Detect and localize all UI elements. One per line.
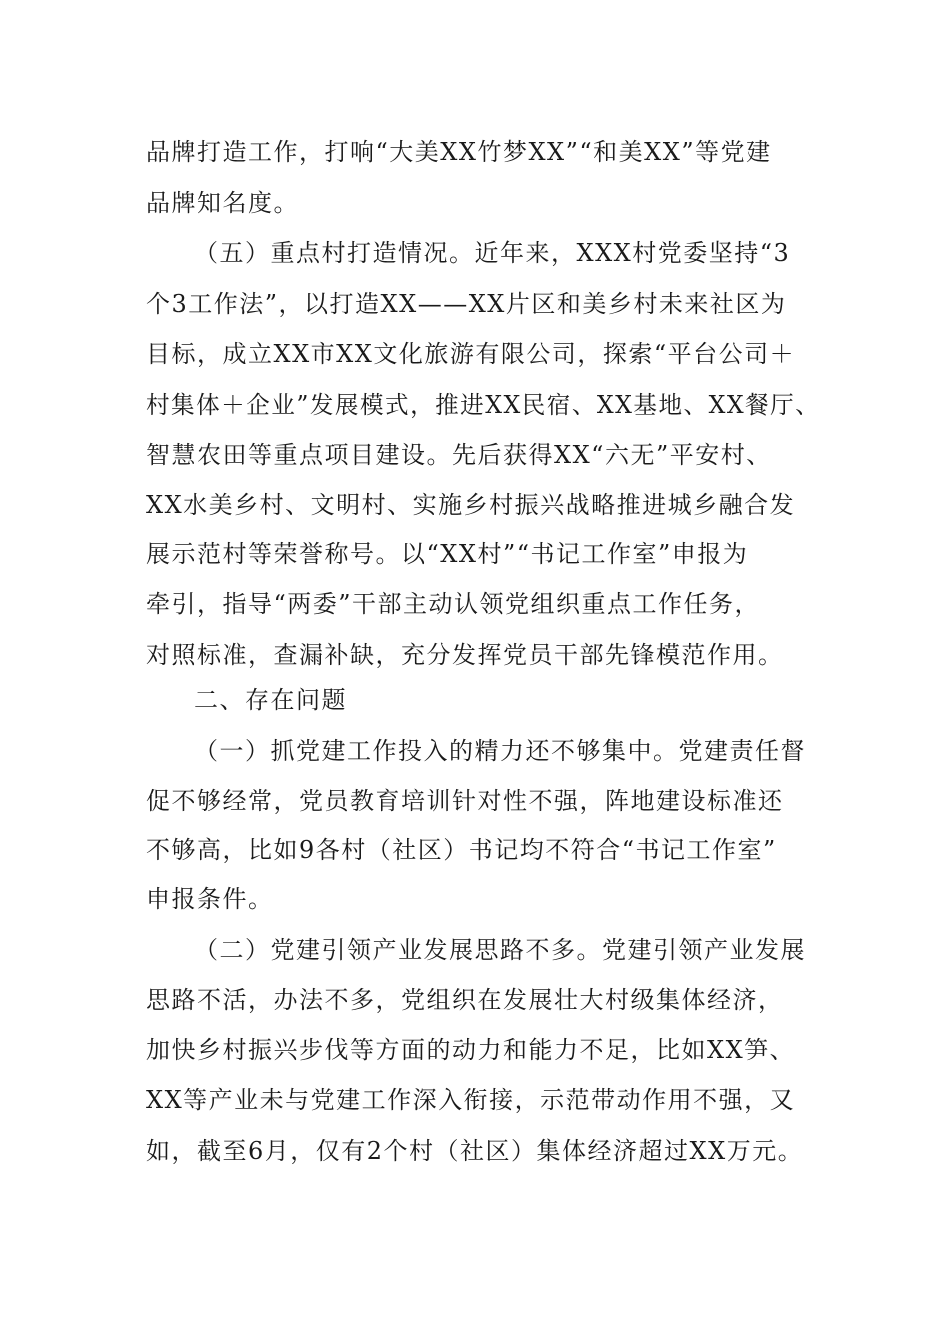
subsection-heading-2: （二）党建引领产业发展思路不多。党建引领产业发展 — [194, 936, 806, 964]
section-heading-2: 二、存在问题 — [194, 686, 347, 714]
text-line-19: 加快乡村振兴步伐等方面的动力和能力不足，比如XX笋、 — [146, 1036, 796, 1064]
text-line-14: 促不够经常，党员教育培训针对性不强，阵地建设标准还 — [146, 787, 784, 815]
text-line-7: 智慧农田等重点项目建设。先后获得XX“六无”平安村、 — [146, 441, 772, 469]
text-line-9: 展示范村等荣誉称号。以“XX村”“书记工作室”申报为 — [146, 540, 749, 568]
text-line-15: 不够高，比如9各村（社区）书记均不符合“书记工作室” — [146, 836, 777, 864]
text-line-8: XX水美乡村、文明村、实施乡村振兴战略推进城乡融合发 — [146, 491, 796, 519]
text-line-5: 目标，成立XX市XX文化旅游有限公司，探索“平台公司＋ — [146, 340, 796, 368]
text-line-1: 品牌打造工作，打响“大美XX竹梦XX”“和美XX”等党建 — [146, 138, 772, 166]
text-line-21: 如，截至6月，仅有2个村（社区）集体经济超过XX万元。 — [146, 1137, 804, 1165]
text-line-10: 牵引，指导“两委”干部主动认领党组织重点工作任务， — [146, 590, 761, 618]
text-line-2: 品牌知名度。 — [146, 189, 299, 217]
section-heading-5: （五）重点村打造情况。近年来，XXX村党委坚持“3 — [194, 239, 791, 267]
text-line-20: XX等产业未与党建工作深入衔接，示范带动作用不强，又 — [146, 1086, 796, 1114]
text-line-11: 对照标准，查漏补缺，充分发挥党员干部先锋模范作用。 — [146, 641, 784, 669]
text-line-18: 思路不活，办法不多，党组织在发展壮大村级集体经济， — [146, 986, 784, 1014]
subsection-heading-1: （一）抓党建工作投入的精力还不够集中。党建责任督 — [194, 737, 806, 765]
text-line-16: 申报条件。 — [146, 885, 274, 913]
text-line-6: 村集体＋企业”发展模式，推进XX民宿、XX基地、XX餐厅、 — [146, 391, 821, 419]
text-line-4: 个3工作法”，以打造XX——XX片区和美乡村未来社区为 — [146, 290, 787, 318]
